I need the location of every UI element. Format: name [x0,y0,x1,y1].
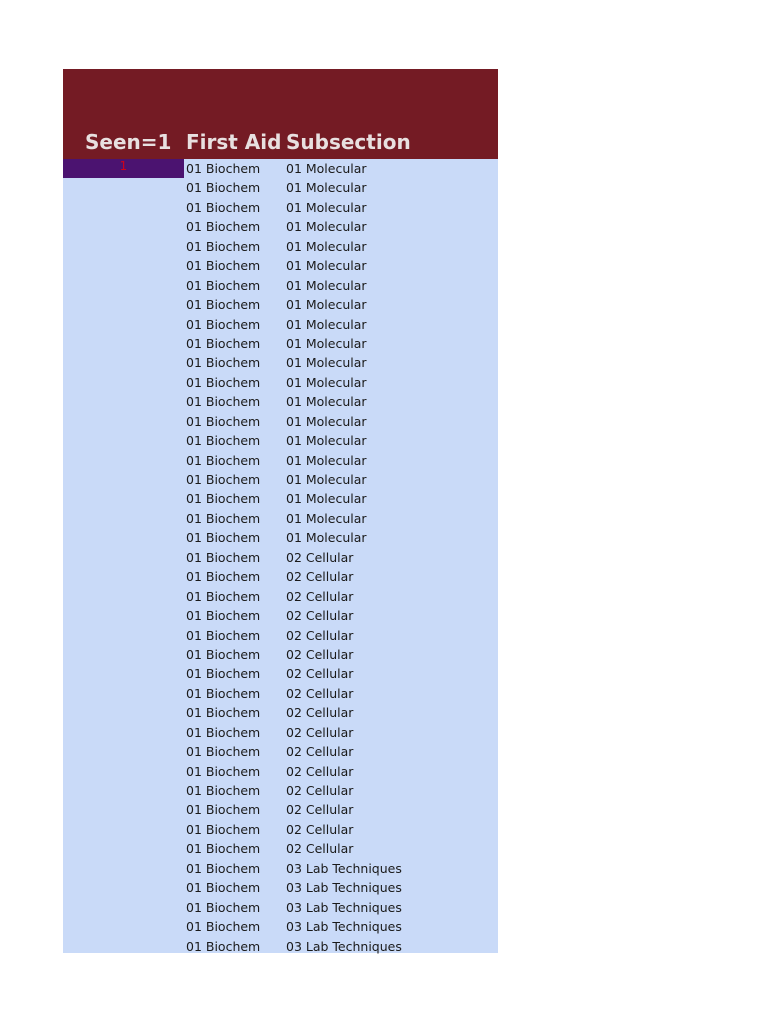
seen-cell[interactable] [63,587,184,606]
subsection-cell[interactable]: 01 Molecular [286,277,367,293]
seen-cell[interactable] [63,431,184,450]
table-row [63,295,498,314]
first-aid-cell[interactable]: 01 Biochem [186,297,261,313]
seen-cell[interactable] [63,781,184,800]
subsection-cell[interactable]: 01 Molecular [286,472,367,487]
seen-cell[interactable] [63,392,184,411]
header-subsection[interactable]: Subsection [286,130,411,154]
table-row [63,645,498,664]
first-aid-cell[interactable]: 01 Biochem [186,491,261,507]
seen-cell[interactable] [63,295,184,314]
table-row [63,937,498,956]
seen-cell[interactable] [63,567,184,586]
table-row [63,781,498,800]
seen-cell[interactable] [63,353,184,372]
table-row [63,217,498,236]
table-row [63,742,498,761]
seen-cell[interactable] [63,762,184,781]
first-aid-cell[interactable]: 01 Biochem [186,510,261,526]
table-row [63,315,498,334]
first-aid-cell[interactable]: 01 Biochem [186,472,261,487]
header-seen[interactable]: Seen=1 [85,130,172,154]
seen-cell[interactable] [63,256,184,275]
subsection-cell[interactable]: 02 Cellular [286,783,354,798]
subsection-cell[interactable]: 02 Cellular [286,841,354,857]
table-row [63,587,498,606]
first-aid-cell[interactable]: 01 Biochem [186,666,261,682]
seen-cell[interactable] [63,820,184,839]
subsection-cell[interactable]: 01 Molecular [286,258,367,274]
first-aid-cell[interactable]: 01 Biochem [186,374,261,390]
seen-cell[interactable] [63,859,184,878]
first-aid-cell[interactable]: 01 Biochem [186,355,261,371]
first-aid-cell[interactable]: 01 Biochem [186,841,261,857]
first-aid-cell[interactable]: 01 Biochem [186,763,261,779]
table-row [63,606,498,625]
first-aid-cell[interactable]: 01 Biochem [186,219,261,235]
seen-cell[interactable] [63,742,184,761]
first-aid-cell[interactable]: 01 Biochem [186,821,261,837]
subsection-cell[interactable]: 02 Cellular [286,666,354,682]
table-row [63,548,498,567]
table-row [63,567,498,586]
subsection-cell[interactable]: 01 Molecular [286,219,367,235]
first-aid-cell[interactable]: 01 Biochem [186,569,261,585]
subsection-cell[interactable]: 01 Molecular [286,316,367,332]
seen-cell[interactable] [63,334,184,353]
table-row [63,723,498,742]
seen-cell[interactable] [63,839,184,858]
table-row [63,373,498,392]
table-row [63,451,498,470]
subsection-cell[interactable]: 01 Molecular [286,180,367,196]
table-row [63,664,498,683]
table-row [63,703,498,722]
seen-cell[interactable] [63,878,184,897]
first-aid-cell[interactable]: 01 Biochem [186,919,261,935]
subsection-cell[interactable]: 02 Cellular [286,821,354,837]
subsection-cell[interactable]: 01 Molecular [286,491,367,507]
seen-cell[interactable] [63,606,184,625]
table-row [63,626,498,645]
seen-cell[interactable] [63,178,184,197]
table-row [63,489,498,508]
subsection-cell[interactable]: 01 Molecular [286,297,367,313]
first-aid-cell[interactable]: 01 Biochem [186,783,261,798]
table-row [63,917,498,936]
table-row [63,762,498,781]
table-row [63,684,498,703]
seen-cell[interactable] [63,937,184,956]
subsection-cell[interactable]: 01 Molecular [286,355,367,371]
seen-cell[interactable] [63,548,184,567]
header-row [63,69,498,159]
seen-cell[interactable] [63,645,184,664]
table-row [63,431,498,450]
table-row [63,898,498,917]
first-aid-cell[interactable]: 01 Biochem [186,860,261,876]
table-row [63,256,498,275]
first-aid-cell[interactable]: 01 Biochem [186,316,261,332]
subsection-cell[interactable]: 03 Lab Techniques [286,938,402,954]
header-first-aid[interactable]: First Aid [186,130,282,154]
seen-cell[interactable] [63,451,184,470]
first-aid-cell[interactable]: 01 Biochem [186,608,261,624]
subsection-cell[interactable]: 01 Molecular [286,510,367,526]
table-row [63,800,498,819]
subsection-cell[interactable]: 01 Molecular [286,335,367,351]
subsection-cell[interactable]: 01 Molecular [286,394,367,410]
subsection-cell[interactable]: 02 Cellular [286,744,354,760]
first-aid-cell[interactable]: 01 Biochem [186,880,261,896]
first-aid-cell[interactable]: 01 Biochem [186,530,261,546]
seen-cell[interactable] [63,489,184,508]
first-aid-cell[interactable]: 01 Biochem [186,161,261,176]
table-row [63,159,498,178]
first-aid-cell[interactable]: 01 Biochem [186,744,261,760]
table-row [63,509,498,528]
subsection-cell[interactable]: 01 Molecular [286,199,367,215]
table-row [63,470,498,489]
table-row [63,839,498,858]
seen-cell[interactable] [63,664,184,683]
subsection-cell[interactable]: 01 Molecular [286,413,367,429]
subsection-cell[interactable]: 03 Lab Techniques [286,899,402,915]
first-aid-cell[interactable]: 01 Biochem [186,258,261,274]
seen-cell[interactable] [63,470,184,489]
first-aid-cell[interactable]: 01 Biochem [186,627,261,643]
subsection-cell[interactable]: 03 Lab Techniques [286,919,402,935]
seen-cell[interactable] [63,626,184,645]
table-row [63,392,498,411]
subsection-cell[interactable]: 03 Lab Techniques [286,860,402,876]
spreadsheet-table [63,69,498,953]
seen-cell[interactable] [63,509,184,528]
first-aid-cell[interactable]: 01 Biochem [186,452,261,468]
table-row [63,334,498,353]
seen-cell[interactable] [63,237,184,256]
seen-cell[interactable] [63,276,184,295]
first-aid-cell[interactable]: 01 Biochem [186,199,261,215]
seen-cell[interactable] [63,684,184,703]
seen-cell[interactable] [63,528,184,547]
table-row [63,859,498,878]
table-row [63,528,498,547]
first-aid-cell[interactable]: 01 Biochem [186,724,261,740]
table-row [63,412,498,431]
subsection-cell[interactable]: 02 Cellular [286,724,354,740]
seen-cell[interactable]: 1 [63,159,184,178]
subsection-cell[interactable]: 02 Cellular [286,763,354,779]
subsection-cell[interactable]: 02 Cellular [286,569,354,585]
first-aid-cell[interactable]: 01 Biochem [186,802,261,818]
seen-cell[interactable] [63,917,184,936]
subsection-cell[interactable]: 02 Cellular [286,802,354,818]
subsection-cell[interactable]: 02 Cellular [286,685,354,701]
subsection-cell[interactable]: 01 Molecular [286,530,367,546]
table-row [63,178,498,197]
table-row [63,276,498,295]
seen-cell[interactable] [63,898,184,917]
first-aid-cell[interactable]: 01 Biochem [186,335,261,351]
seen-cell[interactable] [63,315,184,334]
seen-cell[interactable] [63,217,184,236]
first-aid-cell[interactable]: 01 Biochem [186,705,261,721]
first-aid-cell[interactable]: 01 Biochem [186,899,261,915]
seen-cell[interactable] [63,723,184,742]
seen-cell[interactable] [63,412,184,431]
first-aid-cell[interactable]: 01 Biochem [186,549,261,565]
first-aid-cell[interactable]: 01 Biochem [186,413,261,429]
seen-cell[interactable] [63,373,184,392]
table-row [63,237,498,256]
first-aid-cell[interactable]: 01 Biochem [186,685,261,701]
first-aid-cell[interactable]: 01 Biochem [186,588,261,604]
first-aid-cell[interactable]: 01 Biochem [186,394,261,410]
seen-cell[interactable] [63,703,184,722]
subsection-cell[interactable]: 01 Molecular [286,238,367,254]
subsection-cell[interactable]: 01 Molecular [286,433,367,449]
table-row [63,353,498,372]
first-aid-cell[interactable]: 01 Biochem [186,938,261,954]
first-aid-cell[interactable]: 01 Biochem [186,180,261,196]
subsection-cell[interactable]: 02 Cellular [286,627,354,643]
table-row [63,198,498,217]
subsection-cell[interactable]: 02 Cellular [286,646,354,662]
subsection-cell[interactable]: 03 Lab Techniques [286,880,402,896]
table-row [63,820,498,839]
table-row [63,878,498,897]
subsection-cell[interactable]: 01 Molecular [286,452,367,468]
table-body [63,159,498,956]
subsection-cell[interactable]: 02 Cellular [286,549,354,565]
first-aid-cell[interactable]: 01 Biochem [186,433,261,449]
first-aid-cell[interactable]: 01 Biochem [186,277,261,293]
subsection-cell[interactable]: 02 Cellular [286,588,354,604]
subsection-cell[interactable]: 01 Molecular [286,374,367,390]
subsection-cell[interactable]: 01 Molecular [286,161,367,176]
subsection-cell[interactable]: 02 Cellular [286,705,354,721]
first-aid-cell[interactable]: 01 Biochem [186,238,261,254]
first-aid-cell[interactable]: 01 Biochem [186,646,261,662]
subsection-cell[interactable]: 02 Cellular [286,608,354,624]
seen-cell[interactable] [63,800,184,819]
seen-cell[interactable] [63,198,184,217]
